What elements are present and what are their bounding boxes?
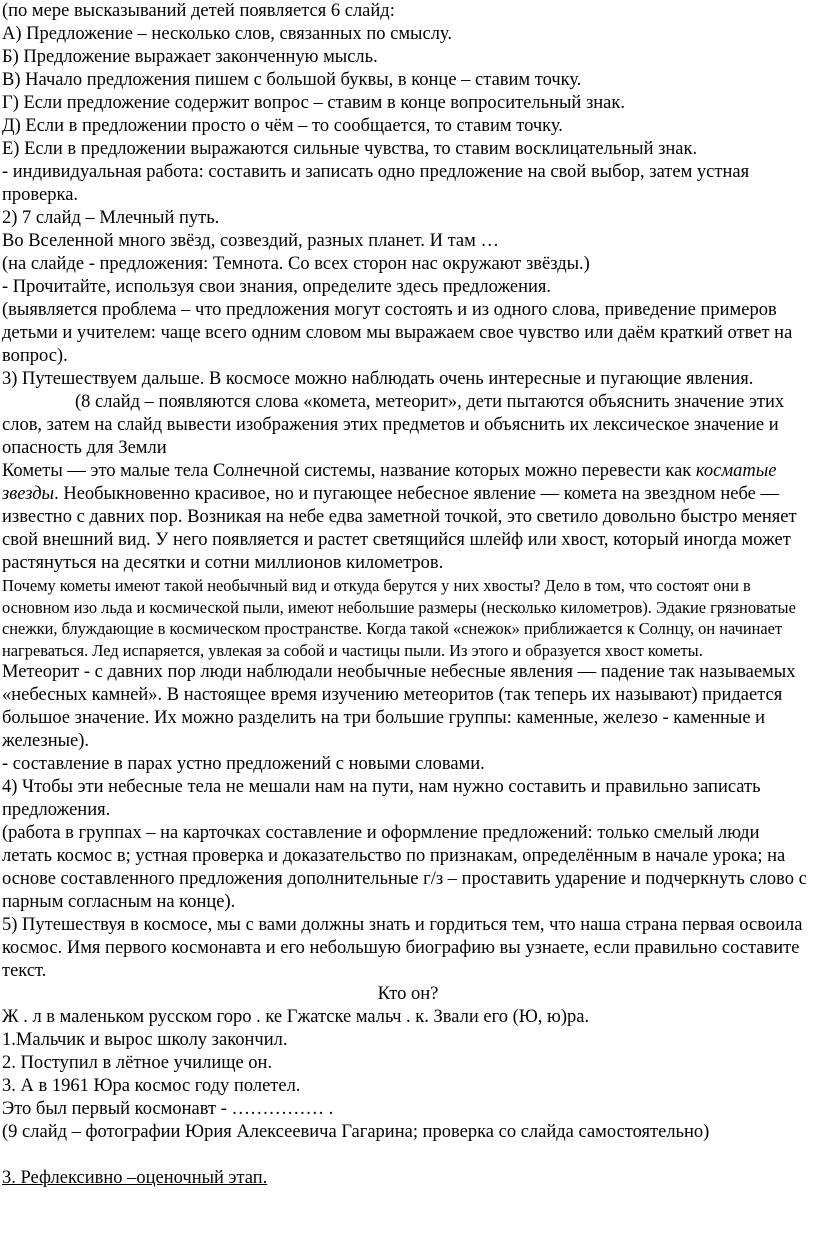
text-step4: 4) Чтобы эти небесные тела не мешали нам на пути, нам нужно составить и правильно записать предложения.: [2, 777, 761, 821]
text-problem: (выявляется проблема – что предложения могут состоять и из одного слова, приведение примеров детьми и учителем: чаще всего одним словом мы выражаем свое чувство или даём краткий ответ на вопрос).: [2, 300, 793, 366]
text-task-line-0: Ж . л в маленьком русском горо . ке Гжатске мальч . к. Звали его (Ю, ю)ра.: [2, 1007, 590, 1028]
document-body: [2, 0, 814, 1190]
text-pairs-work: - составление в парах устно предложений с новыми словами.: [2, 754, 485, 775]
text-line-rule-a: А) Предложение – несколько слов, связанных по смыслу.: [2, 24, 452, 44]
section3-heading: 3. Рефлексивно –оценочный этап.: [2, 1168, 268, 1189]
text-line-rule-b: Б) Предложение выражает законченную мысль.: [2, 47, 378, 67]
text-task-line-1: 1.Мальчик и вырос школу закончил.: [2, 1030, 288, 1051]
text-comets-rest: . Необыкновенно красивое, но и пугающее небесное явление — комета на звездном небе — известно с давних пор. Возникая на небе едва заметной точкой, это светило довольно быстро меняет свой внешний вид. У него появляется и растет светящийся шлейф или хвост, который иногда может растянуться на десятки и сотни миллионов километров.: [2, 484, 797, 573]
text-slide8-note: (8 слайд – появляются слова «комета, метеорит», дети пытаются объяснить значение этих слов, затем на слайд вывести изображения этих предметов и объяснить их лексическое значение и опасность для Земли: [2, 392, 785, 458]
text-universe: Во Вселенной много звёзд, созвездий, разных планет. И там …: [2, 231, 499, 251]
text-task-line-4: Это был первый космонавт - …………… .: [2, 1099, 334, 1120]
text-comets-explanation: Почему кометы имеют такой необычный вид и откуда берутся у них хвосты? Дело в том, что состоят они в основном изо льда и космической пыли, имеют небольшие размеры (несколько километров). Эдакие грязноватые снежки, блуждающие в космическом пространстве. Когда такой «снежок» приближается к Солнцу, он начинает нагреваться. Лед испаряется, увлекая за собой и частицы пыли. Из этого и образуется хвост кометы.: [2, 576, 796, 660]
text-line-rule-d: Г) Если предложение содержит вопрос – ставим в конце вопросительный знак.: [2, 93, 625, 113]
text-read-task: - Прочитайте, используя свои знания, определите здесь предложения.: [2, 277, 552, 297]
text-individual-work: - индивидуальная работа: составить и записать одно предложение на свой выбор, затем устная проверка.: [2, 162, 750, 205]
text-slide7: 2) 7 слайд – Млечный путь.: [2, 208, 220, 228]
text-line-rule-c: В) Начало предложения пишем с большой буквы, в конце – ставим точку.: [2, 70, 582, 90]
text-who-title: Кто он?: [377, 984, 439, 1005]
text-step5: 5) Путешествуя в космосе, мы с вами должны знать и гордиться тем, что наша страна первая освоила космос. Имя первого космонавта и его небольшую биографию вы узнаете, если правильно составите текст.: [2, 915, 803, 982]
text-task-line-5: (9 слайд – фотографии Юрия Алексеевича Гагарина; проверка со слайда самостоятельно): [2, 1122, 710, 1143]
text-comets: [2, 460, 814, 575]
text-step3: 3) Путешествуем дальше. В космосе можно наблюдать очень интересные и пугающие явления.: [2, 369, 754, 389]
text-meteorite: Метеорит - с давних пор люди наблюдали необычные небесные явления — падение так называемых «небесных камней». В настоящее время изучению метеоритов (так теперь их называют) придается большое значение. Их можно разделить на три большие группы: каменные, железо - каменные и железные).: [2, 662, 796, 752]
text-comets-start: Кометы — это малые тела Солнечной системы, название которых можно перевести как: [2, 461, 696, 481]
text-line-slide6-intro: (по мере высказываний детей появляется 6 слайд:: [2, 1, 395, 21]
blank-line: [2, 1144, 814, 1167]
text-line-rule-e: Д) Если в предложении просто о чём – то сообщается, то ставим точку.: [2, 116, 563, 136]
text-comets-italic: косматые звезды: [2, 461, 777, 504]
text-slide-sentences: (на слайде - предложения: Темнота. Со всех сторон нас окружают звёзды.): [2, 254, 590, 274]
text-group-work: (работа в группах – на карточках составление и оформление предложений: только смелый люди летать космос в; устная проверка и доказательство по признакам, определённым в начале урока; на основе составленного предложения дополнительные г/з – проставить ударение и подчеркнуть слово с парным согласным на конце).: [2, 823, 807, 913]
text-task-line-2: 2. Поступил в лётное училище он.: [2, 1053, 273, 1074]
text-task-line-3: 3. А в 1961 Юра космос году полетел.: [2, 1076, 301, 1097]
text-line-rule-f: Е) Если в предложении выражаются сильные чувства, то ставим восклицательный знак.: [2, 139, 698, 159]
